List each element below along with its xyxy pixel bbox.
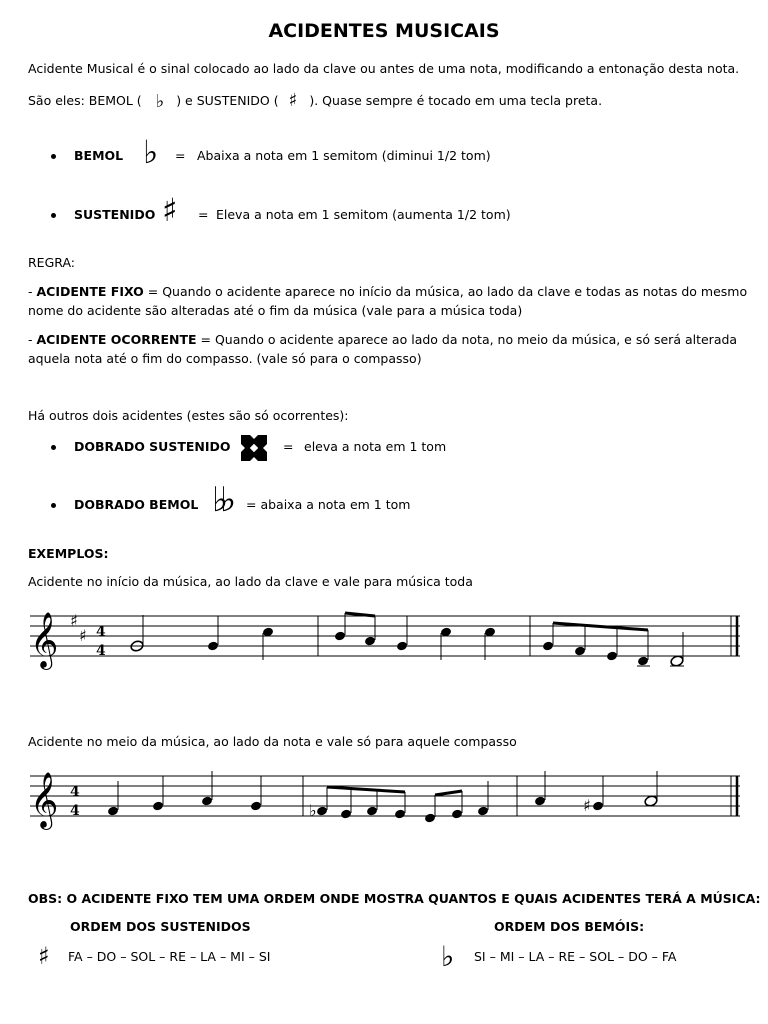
rule-fixo-label: ACIDENTE FIXO — [36, 284, 144, 299]
note-quarter — [592, 801, 604, 812]
note-quarter — [534, 796, 546, 807]
time-sig-top: 4 — [70, 784, 80, 800]
bemol-description: Abaixa a nota em 1 semitom (diminui 1/2 tom) — [197, 148, 491, 163]
note-eighth — [451, 809, 463, 820]
double-flat-description: = abaixa a nota em 1 tom — [246, 497, 411, 512]
rule-fixo-line-2: nome do acidente são alteradas até o fim da música (vale para a música toda) — [28, 303, 523, 318]
note-eighth — [366, 806, 378, 817]
bemol-equals: = — [175, 148, 186, 163]
double-sharp-label: DOBRADO SUSTENIDO — [74, 439, 231, 454]
double-flat-icon: ♭♭ — [212, 480, 229, 520]
flat-icon: ♭ — [441, 940, 455, 973]
rule-fixo-text-1: = Quando o acidente aparece no início da música, ao lado da clave e todas as notas do mesmo — [143, 284, 748, 299]
sharp-icon: ♯ — [288, 90, 298, 111]
time-sig-bottom: 4 — [96, 643, 106, 659]
flat-icon: ♭ — [155, 91, 165, 112]
note-quarter — [107, 806, 119, 817]
note-quarter — [250, 801, 262, 812]
others-intro: Há outros dois acidentes (estes são só ocorrentes): — [28, 408, 349, 423]
time-sig-top: 4 — [96, 624, 106, 640]
flats-order: SI – MI – LA – RE – SOL – DO – FA — [474, 949, 677, 964]
sustenido-label: SUSTENIDO — [74, 207, 156, 222]
note-eighth — [340, 809, 352, 820]
note-quarter — [201, 796, 213, 807]
sharp-icon: ♯ — [38, 942, 50, 970]
intro-line-2-c: ). Quase sempre é tocado em uma tecla preta. — [309, 93, 603, 108]
key-sharp-fa: ♯ — [70, 611, 78, 630]
sharps-order-heading: ORDEM DOS SUSTENIDOS — [70, 919, 251, 934]
sharps-order: FA – DO – SOL – RE – LA – MI – SI — [68, 949, 271, 964]
intro-line-1: Acidente Musical é o sinal colocado ao lado da clave ou antes de uma nota, modificando a entonação desta nota. — [28, 61, 740, 76]
page-title: ACIDENTES MUSICAIS — [268, 20, 500, 42]
intro-line-2-a: São eles: BEMOL ( — [28, 93, 142, 108]
treble-clef-icon: 𝄞 — [30, 772, 59, 828]
examples-heading: EXEMPLOS: — [28, 546, 109, 561]
note-eighth — [424, 813, 436, 824]
note-quarter — [477, 806, 489, 817]
time-sig-bottom: 4 — [70, 803, 80, 819]
note-half — [644, 795, 658, 808]
example-1-caption: Acidente no início da música, ao lado da clave e vale para música toda — [28, 574, 473, 589]
double-sharp-description: eleva a nota em 1 tom — [304, 439, 447, 454]
key-sharp-do: ♯ — [79, 626, 87, 645]
obs-text: OBS: O ACIDENTE FIXO TEM UMA ORDEM ONDE MOSTRA QUANTOS E QUAIS ACIDENTES TERÁ A MÚSICA: — [28, 891, 761, 906]
rule-ocorrente-line-2: aquela nota até o fim do compasso. (vale só para o compasso) — [28, 351, 422, 366]
treble-clef-icon: 𝄞 — [30, 612, 59, 668]
note-eighth — [394, 809, 406, 820]
sustenido-description: Eleva a nota em 1 semitom (aumenta 1/2 tom) — [216, 207, 511, 222]
rule-ocorrente-prefix: - — [28, 332, 37, 347]
example-2-caption: Acidente no meio da música, ao lado da nota e vale só para aquele compasso — [28, 734, 517, 749]
note-beam — [435, 791, 462, 795]
note-beam — [327, 787, 405, 792]
note-eighth — [316, 806, 328, 817]
rule-heading: REGRA: — [28, 255, 75, 270]
sharp-icon: ♯ — [162, 191, 178, 229]
rule-ocorrente-text-1: = Quando o acidente aparece ao lado da nota, no meio da música, e só será alterada — [196, 332, 738, 347]
intro-line-2-b: ) e SUSTENIDO ( — [176, 93, 279, 108]
double-sharp-equals: = — [283, 439, 294, 454]
rule-fixo-prefix: - — [28, 284, 37, 299]
flat-icon: ♭ — [309, 801, 317, 820]
note-quarter — [152, 801, 164, 812]
double-flat-label: DOBRADO BEMOL — [74, 497, 199, 512]
sharp-icon: ♯ — [583, 796, 591, 815]
flats-order-heading: ORDEM DOS BEMÓIS: — [494, 919, 645, 934]
sustenido-equals: = — [198, 207, 209, 222]
staff-lines — [30, 776, 740, 816]
rule-ocorrente-label: ACIDENTE OCORRENTE — [36, 332, 197, 347]
bemol-label: BEMOL — [74, 148, 124, 163]
flat-icon: ♭ — [143, 133, 159, 171]
